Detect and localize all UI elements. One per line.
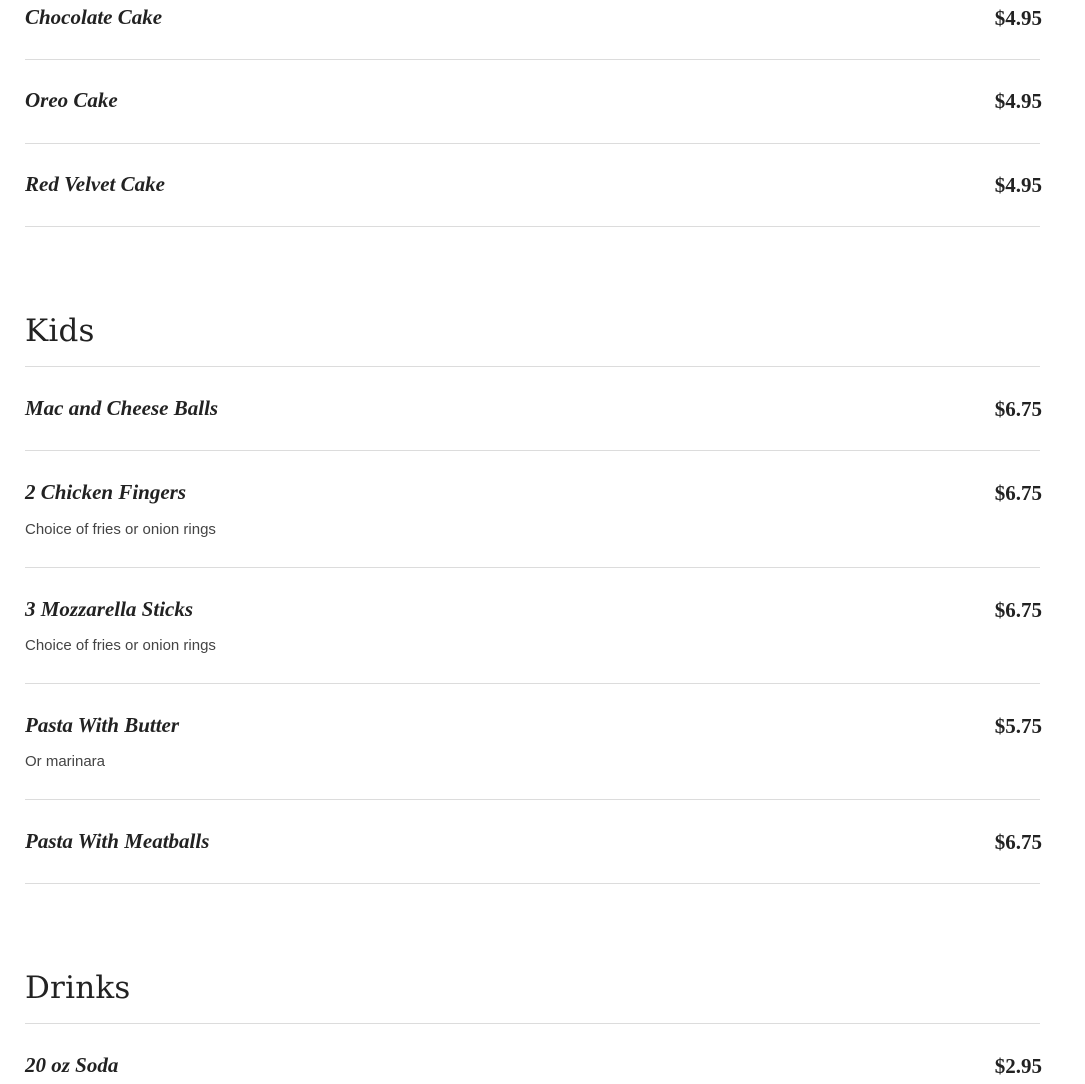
divider (25, 226, 1040, 227)
divider (25, 143, 1040, 144)
menu-item-price: $4.95 (994, 173, 1042, 197)
menu-item-name: Pasta With Butter (25, 713, 180, 737)
menu-item-name: 3 Mozzarella Sticks (25, 597, 194, 621)
menu-item-name: 20 oz Soda (25, 1053, 119, 1077)
menu-item-description: Choice of fries or onion rings (25, 521, 216, 538)
menu-item-name: Mac and Cheese Balls (25, 396, 219, 420)
divider (25, 567, 1040, 568)
menu-item-name: Oreo Cake (25, 88, 118, 112)
menu-item-description: Choice of fries or onion rings (25, 637, 216, 654)
section-divider (25, 1023, 1040, 1024)
menu-item-price: $2.95 (994, 1054, 1042, 1078)
section-divider (25, 366, 1040, 367)
section-title-kids: Kids (25, 313, 95, 349)
divider (25, 450, 1040, 451)
menu-item-price: $4.95 (994, 6, 1042, 30)
menu-item-price: $6.75 (994, 598, 1042, 622)
menu-item-price: $5.75 (994, 714, 1042, 738)
menu-item-name: Chocolate Cake (25, 5, 163, 29)
menu-item-name: 2 Chicken Fingers (25, 480, 187, 504)
menu-item-name: Pasta With Meatballs (25, 829, 210, 853)
divider (25, 799, 1040, 800)
section-title-drinks: Drinks (25, 970, 131, 1006)
divider (25, 683, 1040, 684)
menu-item-price: $6.75 (994, 397, 1042, 421)
menu-item-price: $4.95 (994, 89, 1042, 113)
menu-item-price: $6.75 (994, 481, 1042, 505)
menu-item-description: Or marinara (25, 753, 106, 770)
divider (25, 883, 1040, 884)
menu-item-name: Red Velvet Cake (25, 172, 165, 196)
menu-item-price: $6.75 (994, 830, 1042, 854)
divider (25, 59, 1040, 60)
